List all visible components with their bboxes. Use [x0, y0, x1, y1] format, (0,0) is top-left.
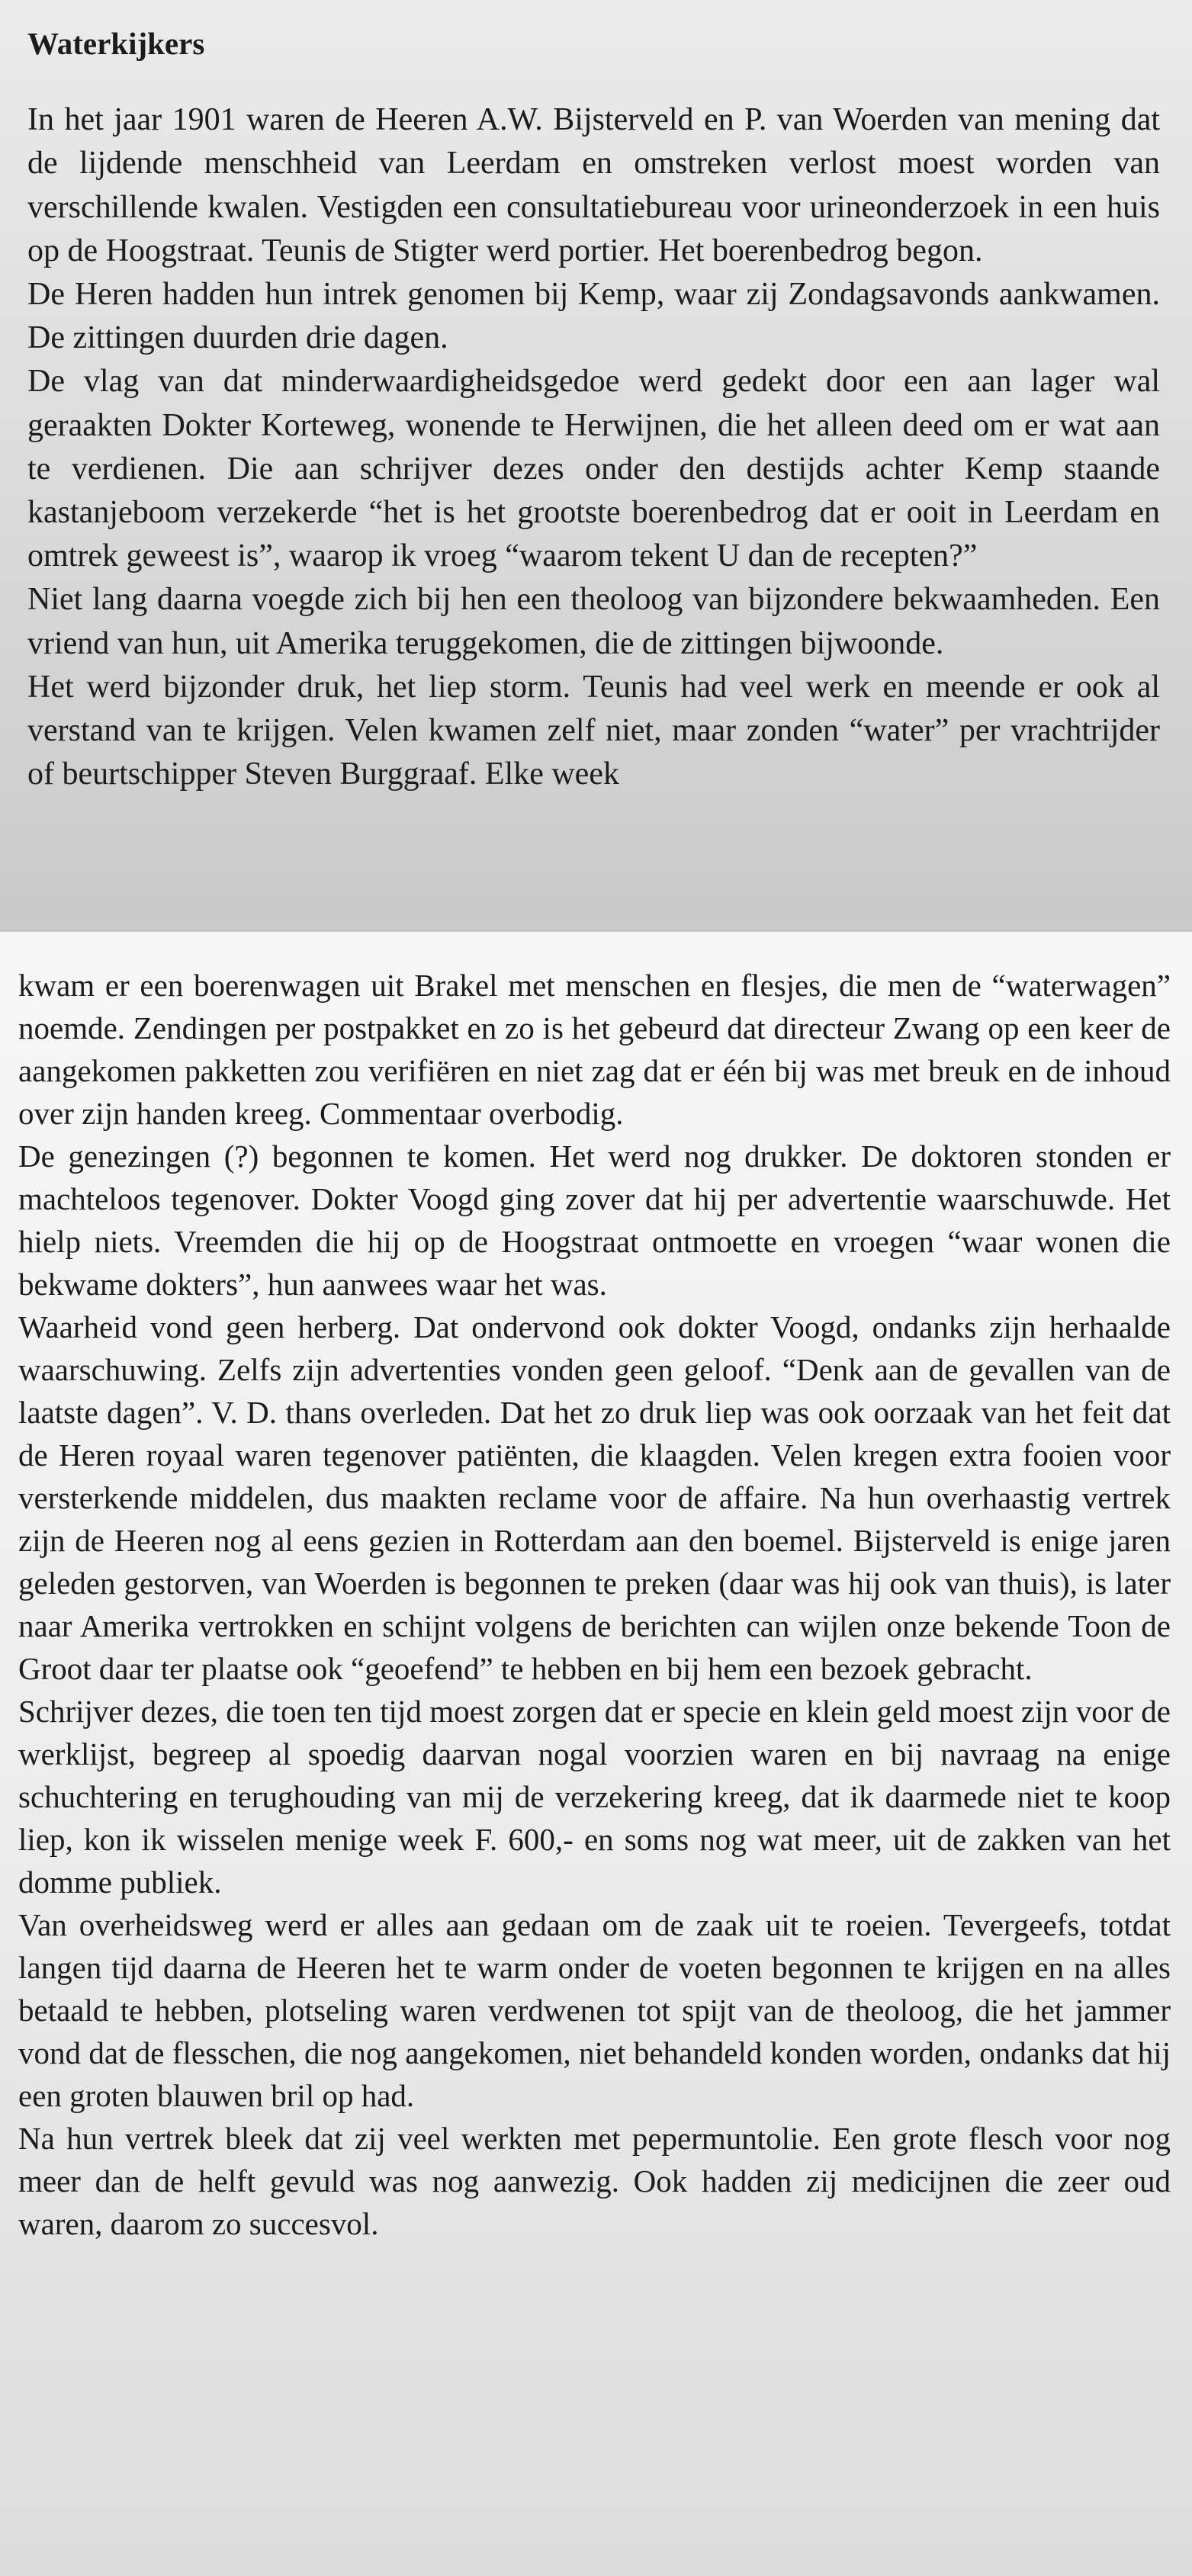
page-bottom-scan	[0, 932, 1192, 2576]
paragraph: De Heren hadden hun intrek genomen bij Kemp, waar zij Zondagsavonds aankwamen. De zittingen duurden drie dagen.	[27, 277, 1160, 356]
paragraph: In het jaar 1901 waren de Heeren A.W. Bijsterveld en P. van Woerden van mening dat de lijdende menschheid van Leerdam en omstreken verlost moest worden van verschillende kwalen. Vestigden een consultatiebureau voor urineonderzoek in een huis op de Hoogstraat. Teunis de Stigter werd portier. Het boerenbedrog begon.	[27, 102, 1160, 268]
paragraph: Na hun vertrek bleek dat zij veel werkten met pepermuntolie. Een grote flesch voor nog meer dan de helft gevuld was nog aanwezig. Ook hadden zij medicijnen die zeer oud waren, daarom zo succesvol.	[18, 2121, 1171, 2241]
page-top-scan	[0, 0, 1192, 932]
paragraph: Waarheid vond geen herberg. Dat ondervond ook dokter Voogd, ondanks zijn herhaalde waarschuwing. Zelfs zijn advertenties vonden geen geloof. “Denk aan de gevallen van de laatste dagen”. V. D. thans overleden. Dat het zo druk liep was ook oorzaak van het feit dat de Heren royaal waren tegenover patiënten, die klaagden. Velen kregen extra fooien voor versterkende middelen, dus maakten reclame voor de affaire. Na hun overhaastig vertrek zijn de Heeren nog al eens gezien in Rotterdam aan den boemel. Bijsterveld is enige jaren geleden gestorven, van Woerden is begonnen te preken (daar was hij ook van thuis), is later naar Amerika vertrokken en schijnt volgens de berichten can wijlen onze bekende Toon de Groot daar ter plaatse ook “geoefend” te hebben en bij hem een bezoek gebracht.	[18, 1309, 1171, 1686]
document-title: Waterkijkers	[27, 26, 205, 61]
paragraph: Niet lang daarna voegde zich bij hen een theoloog van bijzondere bekwaamheden. Een vriend van hun, uit Amerika teruggekomen, die de zittingen bijwoonde.	[27, 582, 1160, 661]
paragraph: De genezingen (?) begonnen te komen. Het werd nog drukker. De doktoren stonden er machteloos tegenover. Dokter Voogd ging zover dat hij per advertentie waarschuwde. Het hielp niets. Vreemden die hij op de Hoogstraat ontmoette en vroegen “waar wonen die bekwame dokters”, hun aanwees waar het was.	[18, 1139, 1171, 1302]
paragraph: Schrijver dezes, die toen ten tijd moest zorgen dat er specie en klein geld moest zijn voor de werklijst, begreep al spoedig daarvan nogal voorzien waren en bij navraag na enige schuchtering en terughouding van mij de verzekering kreeg, dat ik daarmede niet te koop liep, kon ik wisselen menige week F. 600,- en soms nog wat meer, uit de zakken van het domme publiek.	[18, 1694, 1171, 1900]
paragraph: kwam er een boerenwagen uit Brakel met menschen en flesjes, die men de “waterwagen” noemde. Zendingen per postpakket en zo is het gebeurd dat directeur Zwang op een keer de aangekomen pakketten zou verifiëren en niet zag dat er één bij was met breuk en de inhoud over zijn handen kreeg. Commentaar overbodig.	[18, 968, 1171, 1131]
paragraph: De vlag van dat minderwaardigheidsgedoe werd gedekt door een aan lager wal geraakten Dokter Korteweg, wonende te Herwijnen, die het alleen deed om er wat aan te verdienen. Die aan schrijver dezes onder den destijds achter Kemp staande kastanjeboom verzekerde “het is het grootste boerenbedrog dat er ooit in Leerdam en omtrek geweest is”, waarop ik vroeg “waarom tekent U dan de recepten?”	[27, 364, 1160, 574]
paragraph: Van overheidsweg werd er alles aan gedaan om de zaak uit te roeien. Tevergeefs, totdat langen tijd daarna de Heeren het te warm onder de voeten begonnen te krijgen en na alles betaald te hebben, plotseling waren verdwenen tot spijt van de theoloog, die het jammer vond dat de flesschen, die nog aangekomen, niet behandeld konden worden, ondanks dat hij een groten blauwen bril op had.	[18, 1907, 1171, 2113]
paragraph: Het werd bijzonder druk, het liep storm. Teunis had veel werk en meende er ook al verstand van te krijgen. Velen kwamen zelf niet, maar zonden “water” per vrachtrijder of beurtschipper Steven Burggraaf. Elke week	[27, 669, 1160, 792]
